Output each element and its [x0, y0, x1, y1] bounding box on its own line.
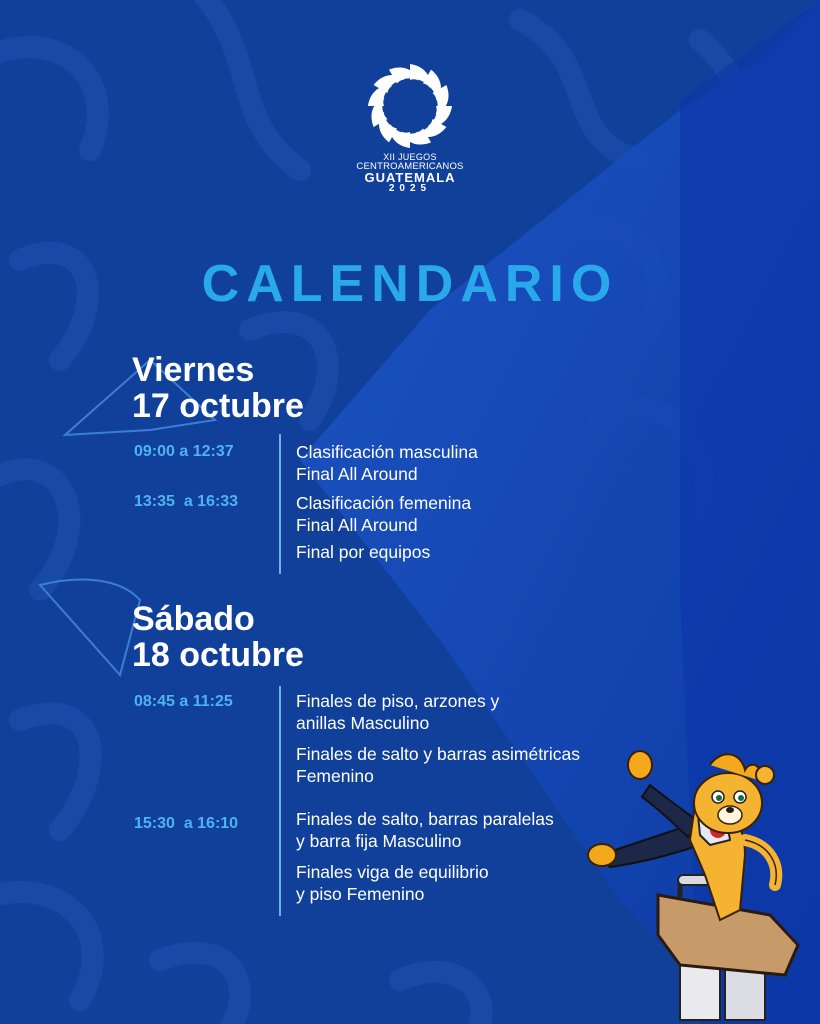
slot-time: 09:00 a 12:37	[134, 443, 234, 460]
day-heading-saturday	[132, 601, 304, 673]
schedule-divider	[279, 434, 281, 574]
day-heading-friday	[132, 352, 304, 424]
day-date: 17 octubre	[132, 387, 304, 425]
games-logo	[340, 62, 480, 194]
logo-line-2: CENTROAMERICANOS	[356, 161, 464, 172]
event-item	[296, 808, 554, 852]
day-date: 18 octubre	[132, 636, 304, 674]
event-line: Clasificación femenina	[296, 493, 472, 513]
event-line: Final All Around	[296, 515, 418, 535]
logo-line-1: XII JUEGOS	[383, 152, 437, 162]
event-line: anillas Masculino	[296, 713, 430, 733]
event-line: Final All Around	[296, 464, 418, 484]
jaguar-mascot-pommel-horse-illustration	[580, 745, 810, 1024]
day-weekday: Sábado	[132, 600, 255, 638]
event-line: y barra fija Masculino	[296, 831, 462, 851]
page-title: CALENDARIO	[201, 255, 619, 313]
day-weekday: Viernes	[132, 351, 255, 389]
event-item	[296, 690, 499, 734]
logo-line-3: GUATEMALA	[364, 170, 456, 185]
event-line: Finales de piso, arzones y	[296, 691, 500, 711]
event-item	[296, 541, 430, 563]
event-line: y piso Femenino	[296, 884, 425, 904]
event-item	[296, 441, 478, 485]
event-line: Finales viga de equilibrio	[296, 862, 489, 882]
event-line: Final por equipos	[296, 542, 431, 562]
slot-time: 08:45 a 11:25	[134, 693, 233, 710]
event-line: Clasificación masculina	[296, 442, 478, 462]
event-line: Finales de salto, barras paralelas	[296, 809, 554, 829]
event-item	[296, 743, 580, 787]
slot-time: 15:30 a 16:10	[134, 815, 239, 832]
event-item	[296, 861, 489, 905]
event-line: Femenino	[296, 766, 374, 786]
schedule-divider	[279, 686, 281, 916]
event-item	[296, 492, 471, 536]
sun-swirl-logo-icon	[360, 62, 460, 150]
slot-time: 13:35 a 16:33	[134, 493, 239, 510]
logo-line-4: 2025	[388, 183, 432, 194]
event-line: Finales de salto y barras asimétricas	[296, 744, 580, 764]
